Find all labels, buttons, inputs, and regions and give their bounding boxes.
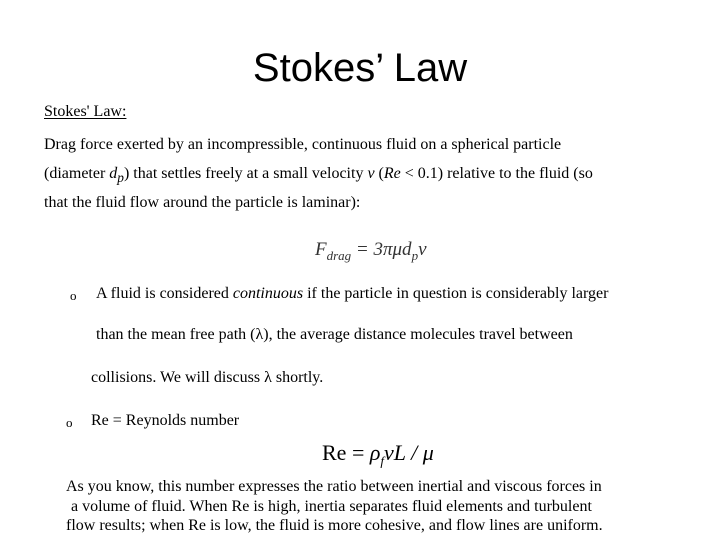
intro-line-2: (diameter $d_p$) that settles freely at a small velocity v (Re < 0.1) relative to the fluid (so	[44, 165, 593, 186]
reynolds-symbol: Re	[383, 165, 401, 182]
reynolds-number-equation: $Re = \rho_fvL / \mu$	[322, 440, 434, 469]
intro-line-3: that the fluid flow around the particle is laminar):	[44, 194, 361, 211]
bullet-1-line-1: A fluid is considered continuous if the particle in question is considerably larger	[96, 285, 609, 302]
intro-line-2-part-b: ) that settles freely at a small velocity	[123, 165, 368, 182]
intro-line-1: Drag force exerted by an incompressible, continuous fluid on a spherical particle	[44, 136, 562, 153]
slide-title: Stokes’ Law	[252, 46, 468, 90]
diameter-symbol: $d_p$	[109, 165, 124, 186]
bullet-1-line-3: collisions. We will discuss λ shortly.	[91, 369, 324, 386]
bullet-2-text: Re = Reynolds number	[91, 412, 240, 429]
stokes-drag-equation: $F_{drag} = 3\pi\mu d_pv$	[315, 239, 427, 263]
explanation-line-2: a volume of fluid. When Re is high, inertia separates fluid elements and turbulent	[71, 498, 592, 515]
bullet-1-line-2: than the mean free path (λ), the average distance molecules travel between	[96, 326, 573, 343]
bullet-marker-icon: o	[70, 288, 77, 303]
velocity-symbol: v	[367, 165, 375, 182]
intro-line-2-part-d: < 0.1) relative to the fluid (so	[400, 165, 593, 182]
bullet-marker-icon: o	[66, 415, 73, 430]
explanation-line-1: As you know, this number expresses the ratio between inertial and viscous forces in	[66, 478, 602, 495]
explanation-line-3: flow results; when Re is low, the fluid is more cohesive, and flow lines are uniform.	[66, 517, 603, 534]
intro-line-2-part-a: (diameter	[44, 165, 110, 182]
section-heading: Stokes' Law:	[44, 103, 127, 120]
